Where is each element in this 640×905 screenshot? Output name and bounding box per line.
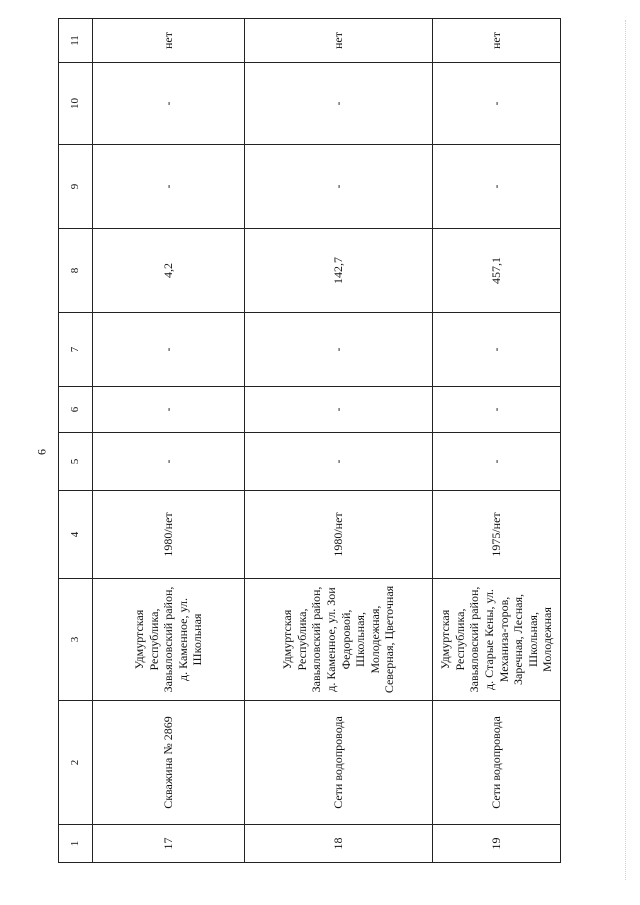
object-address: Удмуртская Республика, Завьяловский район, д. Старые Кены, ул. Механиза-торов, Заречная, Лесная, Школьная, Молодежная bbox=[433, 579, 561, 701]
scan-edge-marks bbox=[623, 20, 626, 880]
cell-col-5: - bbox=[245, 433, 433, 491]
col-header-3: 3 bbox=[59, 579, 93, 701]
object-address: Удмуртская Республика, Завьяловский район, д. Каменное, ул. Школьная bbox=[93, 579, 245, 701]
rotated-table-wrapper bbox=[58, 19, 560, 863]
col-header-10: 10 bbox=[59, 63, 93, 145]
cell-col-7: - bbox=[245, 313, 433, 387]
cell-col-6: - bbox=[433, 387, 561, 433]
cell-col-9: - bbox=[93, 145, 245, 229]
row-number: 18 bbox=[245, 825, 433, 863]
page-number: 6 bbox=[34, 449, 49, 455]
col-header-1: 1 bbox=[59, 825, 93, 863]
cell-col-5: - bbox=[93, 433, 245, 491]
cell-col-8-value: 457,1 bbox=[433, 229, 561, 313]
year-built: 1980/нет bbox=[245, 491, 433, 579]
col-header-2: 2 bbox=[59, 701, 93, 825]
cell-col-6: - bbox=[93, 387, 245, 433]
cell-col-8-value: 142,7 bbox=[245, 229, 433, 313]
object-name: Сети водопровода bbox=[433, 701, 561, 825]
cell-col-10: - bbox=[433, 63, 561, 145]
col-header-9: 9 bbox=[59, 145, 93, 229]
cell-col-7: - bbox=[93, 313, 245, 387]
row-number: 19 bbox=[433, 825, 561, 863]
cell-col-11: нет bbox=[433, 19, 561, 63]
cell-col-6: - bbox=[245, 387, 433, 433]
cell-col-8-value: 4,2 bbox=[93, 229, 245, 313]
col-header-5: 5 bbox=[59, 433, 93, 491]
object-name: Скважина № 2869 bbox=[93, 701, 245, 825]
col-header-7: 7 bbox=[59, 313, 93, 387]
col-header-6: 6 bbox=[59, 387, 93, 433]
cell-col-5: - bbox=[433, 433, 561, 491]
table-row bbox=[245, 19, 433, 863]
registry-table bbox=[58, 18, 561, 863]
table-row bbox=[93, 19, 245, 863]
row-number: 17 bbox=[93, 825, 245, 863]
cell-col-11: нет bbox=[245, 19, 433, 63]
cell-col-11: нет bbox=[93, 19, 245, 63]
cell-col-9: - bbox=[245, 145, 433, 229]
table-row bbox=[433, 19, 561, 863]
cell-col-10: - bbox=[245, 63, 433, 145]
object-name: Сети водопровода bbox=[245, 701, 433, 825]
year-built: 1980/нет bbox=[93, 491, 245, 579]
col-header-8: 8 bbox=[59, 229, 93, 313]
col-header-4: 4 bbox=[59, 491, 93, 579]
table-header-row bbox=[59, 19, 93, 863]
object-address: Удмуртская Республика, Завьяловский район, д. Каменное, ул. Зои Федоровой, Школьная, Молодежная, Северная, Цветочная bbox=[245, 579, 433, 701]
cell-col-9: - bbox=[433, 145, 561, 229]
cell-col-10: - bbox=[93, 63, 245, 145]
year-built: 1975/нет bbox=[433, 491, 561, 579]
col-header-11: 11 bbox=[59, 19, 93, 63]
cell-col-7: - bbox=[433, 313, 561, 387]
